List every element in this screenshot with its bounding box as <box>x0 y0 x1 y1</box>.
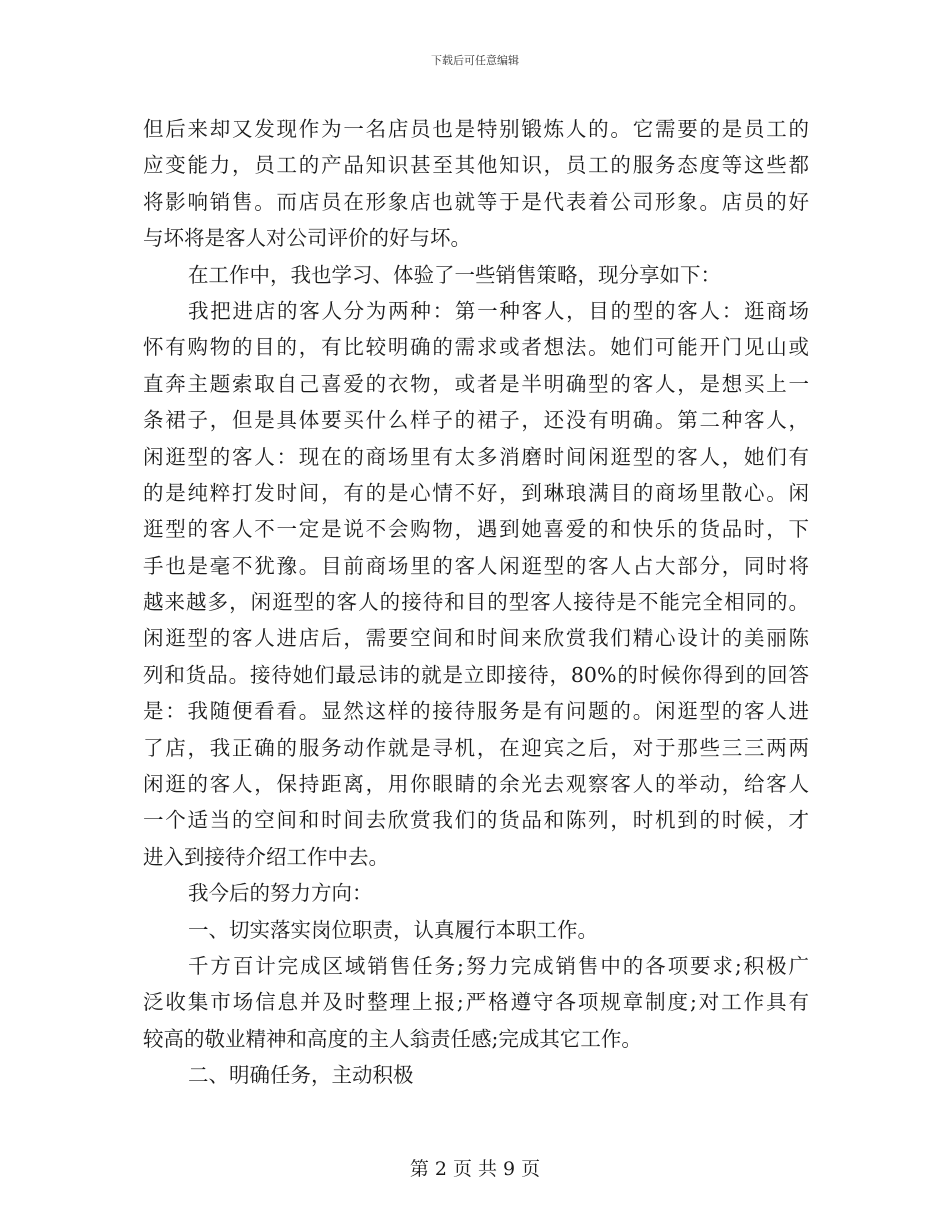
paragraph <box>143 1057 809 1093</box>
text-line: 条裙子，但是具体要买什么样子的裙子，还没有明确。第二种客人， <box>143 408 809 433</box>
text-line: 泛收集市场信息并及时整理上报;严格遵守各项规章制度;对工作具有 <box>143 990 809 1015</box>
text-line: 的是纯粹打发时间，有的是心情不好，到琳琅满目的商场里散心。闲 <box>143 480 809 505</box>
paragraph <box>143 912 809 948</box>
text-line: 与坏将是客人对公司评价的好与坏。 <box>143 226 471 251</box>
text-line: 闲逛型的客人：现在的商场里有太多消磨时间闲逛型的客人，她们有 <box>143 444 809 469</box>
text-line: 逛型的客人不一定是说不会购物，遇到她喜爱的和快乐的货品时，下 <box>143 517 809 542</box>
text-line: 进入到接待介绍工作中去。 <box>143 844 389 869</box>
text-line: 二、明确任务，主动积极 <box>188 1063 414 1088</box>
text-line: 怀有购物的目的，有比较明确的需求或者想法。她们可能开门见山或 <box>143 335 809 360</box>
text-line: 一个适当的空间和时间去欣赏我们的货品和陈列，时机到的时候，才 <box>143 808 809 833</box>
paragraph <box>143 257 809 293</box>
paragraph <box>143 293 809 875</box>
document-body <box>143 111 809 1094</box>
text-line: 应变能力，员工的产品知识甚至其他知识，员工的服务态度等这些都 <box>143 153 809 178</box>
paragraph <box>143 948 809 1057</box>
text-line: 闲逛型的客人进店后，需要空间和时间来欣赏我们精心设计的美丽陈 <box>143 626 809 651</box>
text-line: 千方百计完成区域销售任务;努力完成销售中的各项要求;积极广 <box>188 953 809 978</box>
text-line: 我今后的努力方向： <box>188 881 373 906</box>
text-line: 但后来却又发现作为一名店员也是特别锻炼人的。它需要的是员工的 <box>143 117 809 141</box>
text-line: 越来越多，闲逛型的客人的接待和目的型客人接待是不能完全相同的。 <box>143 590 809 615</box>
text-line: 了店，我正确的服务动作就是寻机，在迎宾之后，对于那些三三两两 <box>143 735 809 760</box>
text-line: 将影响销售。而店员在形象店也就等于是代表着公司形象。店员的好 <box>143 189 809 214</box>
text-line: 较高的敬业精神和高度的主人翁责任感;完成其它工作。 <box>143 1026 642 1051</box>
text-line: 手也是毫不犹豫。目前商场里的客人闲逛型的客人占大部分，同时将 <box>143 553 809 578</box>
text-line: 我把进店的客人分为两种：第一种客人，目的型的客人：逛商场 <box>188 298 809 323</box>
text-line: 是：我随便看看。显然这样的接待服务是有问题的。闲逛型的客人进 <box>143 699 809 724</box>
page-header: 下载后可任意编辑 <box>431 54 519 67</box>
text-line: 在工作中，我也学习、体验了一些销售策略，现分享如下： <box>188 262 721 287</box>
paragraph <box>143 111 809 257</box>
text-line: 直奔主题索取自己喜爱的衣物，或者是半明确型的客人，是想买上一 <box>143 371 809 396</box>
paragraph <box>143 875 809 911</box>
page-footer: 第 2 页 共 9 页 <box>409 1158 541 1180</box>
text-line: 一、切实落实岗位职责，认真履行本职工作。 <box>188 917 598 942</box>
text-line: 闲逛的客人，保持距离，用你眼睛的余光去观察客人的举动，给客人 <box>143 772 809 797</box>
text-line: 列和货品。接待她们最忌讳的就是立即接待，80%的时候你得到的回答 <box>143 662 809 687</box>
